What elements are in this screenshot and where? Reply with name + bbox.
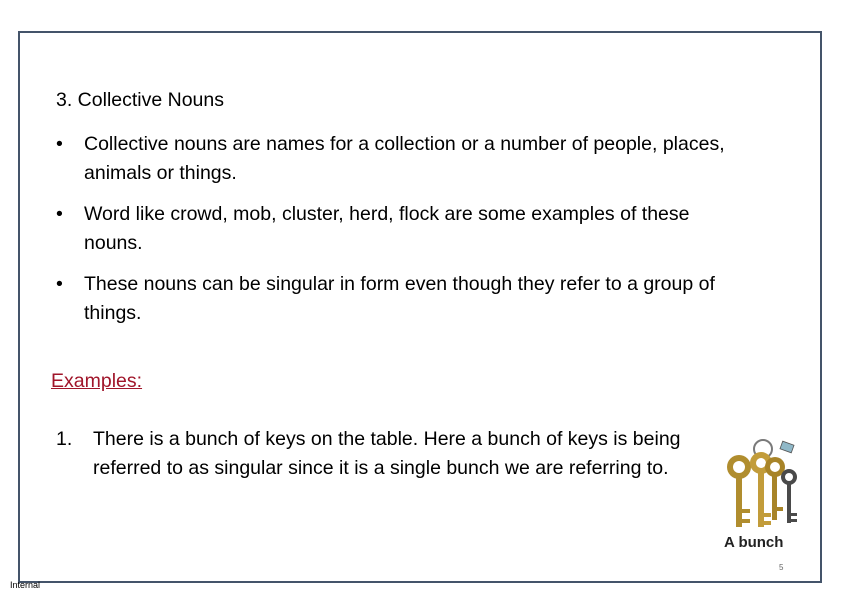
bullet-text: Collective nouns are names for a collection or a number of people, places, animals or things. [84,133,725,184]
bullet-dot: • [56,133,63,155]
image-caption: A bunch [724,534,784,551]
examples-list [56,425,726,483]
bullet-text: These nouns can be singular in form even though they refer to a group of things. [84,273,715,324]
bullet-text: Word like crowd, mob, cluster, herd, flock are some examples of these nouns. [84,203,690,254]
example-number: 1. [56,428,73,450]
bullet-item [56,200,736,258]
bullet-item [56,270,736,328]
page-number: 5 [779,563,784,572]
examples-heading: Examples: [51,370,143,392]
bullet-dot: • [56,203,63,225]
bullet-dot: • [56,273,63,295]
footer-label: Internal [10,580,41,590]
example-text: There is a bunch of keys on the table. Here a bunch of keys is being referred to as singular since it is a single bunch we are referring to. [93,428,681,479]
example-item [56,425,726,483]
slide-title: 3. Collective Nouns [56,89,224,111]
bullet-item [56,130,736,188]
bullet-list [56,130,736,340]
